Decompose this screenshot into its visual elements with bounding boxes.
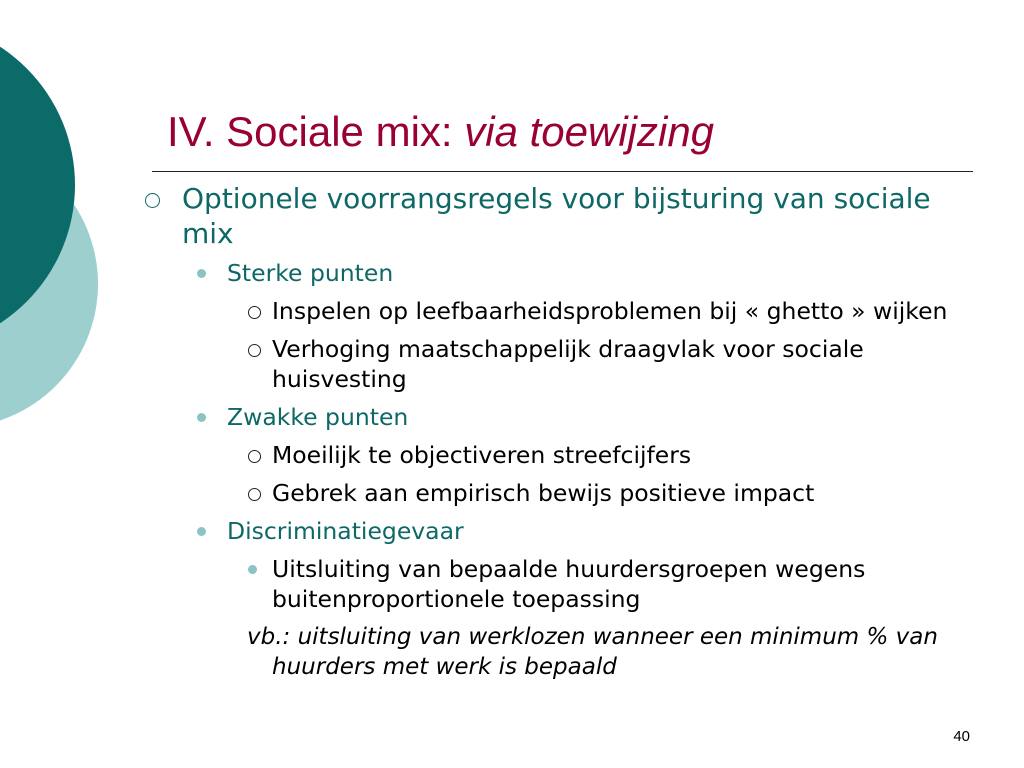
example-note: vb.: uitsluiting van werklozen wanneer een minimum % van huurders met werk is bepaald [247, 624, 938, 680]
slide-title [167, 104, 714, 160]
bullet-text: Optionele voorrangsregels voor bijsturing van sociale mix [182, 182, 931, 250]
filled-circle-bullet-icon [197, 413, 206, 422]
bullet-text: Sterke punten [227, 259, 394, 287]
bullet-level2 [140, 258, 980, 288]
bullet-level3 [140, 478, 980, 508]
bullet-text: Uitsluiting van bepaalde huurdersgroepen wegens buitenproportionele toepassing [272, 555, 866, 613]
hollow-circle-bullet-icon [248, 306, 261, 319]
bullet-level2 [140, 516, 980, 546]
bullet-text: Discriminatiegevaar [227, 517, 464, 545]
filled-circle-bullet-icon [197, 527, 206, 536]
hollow-circle-bullet-icon [248, 344, 261, 357]
slide-body [140, 181, 980, 682]
hollow-circle-bullet-icon [248, 450, 261, 463]
bullet-level3 [140, 554, 980, 614]
hollow-circle-bullet-icon [145, 193, 160, 208]
bullet-level1 [140, 181, 980, 251]
page-number: 40 [953, 728, 970, 745]
bullet-level2 [140, 402, 980, 432]
bullet-text: Moeilijk te objectiveren streefcijfers [272, 441, 692, 469]
bullet-level3 [140, 334, 980, 394]
bullet-level3 [140, 296, 980, 326]
hollow-circle-bullet-icon [248, 488, 261, 501]
bullet-text: Zwakke punten [227, 403, 409, 431]
bullet-text: Verhoging maatschappelijk draagvlak voor sociale huisvesting [272, 335, 864, 393]
slide-title-main: IV. Sociale mix: [167, 108, 465, 155]
bullet-level3 [140, 440, 980, 470]
bullet-text: Inspelen op leefbaarheidsproblemen bij « ghetto » wijken [272, 297, 948, 325]
filled-circle-bullet-icon [197, 269, 206, 278]
filled-circle-bullet-icon [248, 565, 257, 574]
title-divider [152, 171, 973, 172]
slide-title-italic: via toewijzing [464, 108, 715, 155]
bullet-text: Gebrek aan empirisch bewijs positieve impact [272, 479, 815, 507]
